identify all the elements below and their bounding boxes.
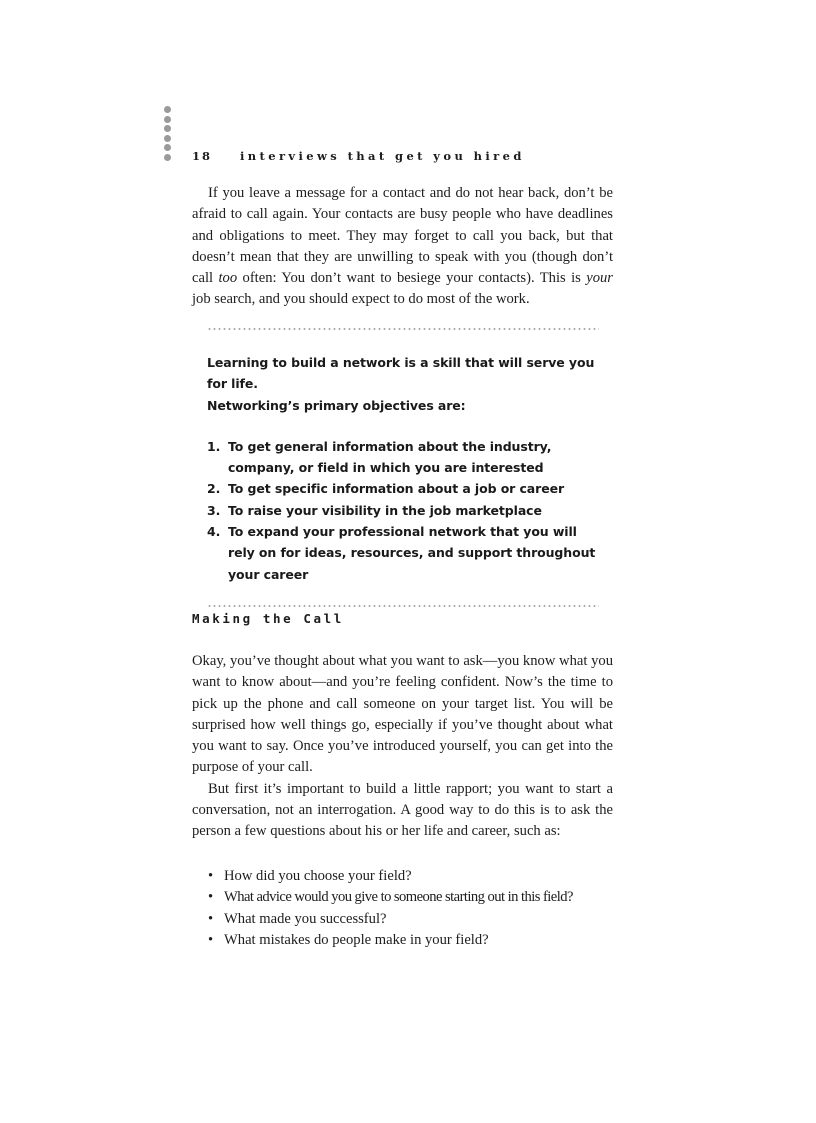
- dotted-rule-bottom: [207, 605, 599, 607]
- list-item: [207, 521, 599, 585]
- dotted-rule-top: [207, 328, 599, 330]
- page-number: 18: [192, 149, 213, 163]
- intro-paragraph-block: [192, 183, 613, 311]
- intro-emphasis-your: your: [586, 270, 613, 287]
- intro-text-2: often: You don’t want to besiege your contacts). This is: [237, 270, 587, 287]
- book-title: interviews that get you hired: [240, 149, 525, 163]
- list-item: [207, 436, 599, 479]
- bullet-item: • What made you successful?: [208, 909, 618, 930]
- dot: [164, 135, 171, 142]
- intro-text-1: If you leave a message for a contact and do not hear back, don’t be afraid to call again. Your contacts are busy people who have deadlines and obligations to meet. They may forget to call you back, but that doesn’t mean that they are unwilling to speak with you (though don’t call: [192, 185, 613, 287]
- intro-emphasis-too: too: [218, 270, 238, 287]
- item-text: To get general information about the industry, company, or field in which you are interested: [228, 438, 552, 476]
- item-number: 3.: [207, 502, 221, 518]
- section-heading: Making the Call: [192, 611, 344, 626]
- dot: [164, 106, 171, 113]
- item-text: To expand your professional network that you will rely on for ideas, resources, and support throughout your career: [228, 524, 596, 582]
- dot: [164, 125, 171, 132]
- dot: [164, 154, 171, 161]
- running-head: [192, 149, 525, 163]
- list-item: [207, 478, 599, 499]
- item-text: To raise your visibility in the job marketplace: [228, 502, 542, 518]
- item-number: 2.: [207, 481, 221, 497]
- objectives-list: [207, 436, 599, 585]
- bullet-item: • What mistakes do people make in your field?: [208, 930, 618, 951]
- bullet-item: • How did you choose your field?: [208, 866, 618, 887]
- section-body: [192, 651, 613, 843]
- intro-text-3: job search, and you should expect to do most of the work.: [192, 291, 530, 308]
- item-text: To get specific information about a job or career: [228, 481, 565, 497]
- bullet-item: • What advice would you give to someone starting out in this field?: [208, 887, 618, 908]
- networking-sidebar: [207, 328, 599, 607]
- dot: [164, 116, 171, 123]
- list-item: [207, 500, 599, 521]
- decorative-dots: [164, 106, 172, 164]
- section-paragraph-2: But first it’s important to build a little rapport; you want to start a conversation, not an interrogation. A good way to do this is to ask the person a few questions about his or her life and career, such as:: [192, 780, 613, 840]
- section-paragraph-1: Okay, you’ve thought about what you want to ask—you know what you want to know about—and you’re feeling confident. Now’s the time to pick up the phone and call someone on your target list. You will be surprised how well things go, especially if you’ve thought about what you want to say. Once you’ve introduced yourself, you can get into the purpose of your call.: [192, 653, 613, 776]
- dot: [164, 144, 171, 151]
- question-bullets: [208, 866, 618, 951]
- item-number: 1.: [207, 438, 221, 454]
- item-number: 4.: [207, 524, 221, 540]
- intro-paragraph: [192, 183, 613, 311]
- sidebar-intro-line-2: Networking’s primary objectives are:: [207, 397, 466, 413]
- sidebar-intro: [207, 352, 599, 416]
- sidebar-intro-line-1: Learning to build a network is a skill that will serve you for life.: [207, 355, 595, 392]
